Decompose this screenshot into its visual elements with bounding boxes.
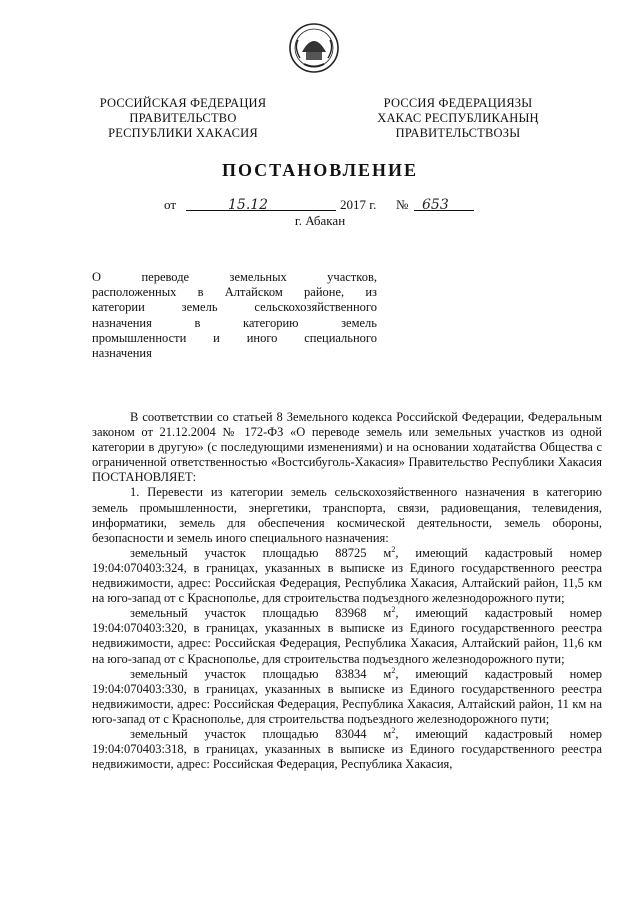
preamble-paragraph: В соответствии со статьей 8 Земельного кодекса Российской Федерации, Федеральным законом от 21.12.2004 № 172-ФЗ «О переводе земель или земельных участков из одной категории в другую» (с последующими изменениями) и на основании ходатайства Общества с ограниченной ответственностью «Востсибуголь-Хакасия» Правительство Республики Хакасия ПОСТАНОВЛЯЕТ: (92, 410, 602, 485)
document-title: ПОСТАНОВЛЕНИЕ (221, 160, 419, 180)
header-left-block (88, 96, 278, 141)
from-label: от (164, 197, 177, 212)
header-left-line: ПРАВИТЕЛЬСТВО (129, 111, 237, 125)
subject-line: назначения в категорию земель (92, 315, 377, 330)
header-right-block (360, 96, 556, 141)
plot-rest: , имеющий кадастровый номер 19:04:070403:330, в границах, указанных в выписке из Единого государственного реестра недвижимости, адрес: Российская Федерация, Республика Хакасия, Алтайский район, 11 км на юго-запад от с Краснополье, для строительства подъездного железнодорожного пути; (92, 666, 602, 726)
coat-of-arms-emblem (288, 22, 340, 74)
header-right-line: ХАКАС РЕСПУБЛИКАНЫҢ (377, 111, 539, 125)
header-left-line: РОССИЙСКАЯ ФЕДЕРАЦИЯ (99, 96, 267, 110)
city-label: г. Абакан (294, 213, 346, 228)
header-right-line: РОССИЯ ФЕДЕРАЦИЯЗЫ (383, 96, 533, 110)
scan-edge-mark (630, 808, 634, 868)
plot-lead: земельный участок площадью 88725 м (130, 545, 392, 560)
plot-rest: , имеющий кадастровый номер 19:04:070403:320, в границах, указанных в выписке из Единого государственного реестра недвижимости, адрес: Российская Федерация, Республика Хакасия, Алтайский район, 11,6 км на юго-запад от с Краснополье, для строительства подъездного железнодорожного пути; (92, 606, 602, 666)
subject-line: промышленности и иного специального (92, 330, 377, 345)
plot-rest: , имеющий кадастровый номер 19:04:070403:324, в границах, указанных в выписке из Единого государственного реестра недвижимости, адрес: Российская Федерация, Республика Хакасия, Алтайский район, 11,5 км на юго-запад от с Краснополье, для строительства подъездного железнодорожного пути; (92, 545, 602, 606)
land-plot-paragraph (92, 667, 602, 727)
plot-lead: земельный участок площадью 83968 м (130, 606, 392, 621)
handwritten-number: 653 (422, 197, 449, 213)
document-body (92, 410, 602, 772)
superscript: 2 (391, 665, 396, 675)
land-plot-paragraph (92, 546, 602, 606)
plot-rest: , имеющий кадастровый номер 19:04:070403:318, в границах, указанных в выписке из Единого государственного реестра недвижимости, адрес: Российская Федерация, Республика Хакасия, (92, 726, 602, 772)
subject-line: категории земель сельскохозяйственного (92, 300, 377, 315)
subject-line: расположенных в Алтайском районе, из (92, 285, 377, 300)
header-right-line: ПРАВИТЕЛЬСТВОЗЫ (395, 126, 521, 140)
clause-1-paragraph: 1. Перевести из категории земель сельскохозяйственного назначения в категорию земель промышленности, энергетики, транспорта, связи, радиовещания, телевидения, информатики, земель для обеспечения космической деятельности, земель обороны, безопасности и земель иного специального назначения: (92, 485, 602, 545)
subject-line: назначения (92, 346, 152, 361)
land-plot-paragraph (92, 606, 602, 666)
date-number-line (164, 196, 504, 214)
handwritten-date: 15.12 (228, 197, 269, 213)
header-left-line: РЕСПУБЛИКИ ХАКАСИЯ (108, 126, 258, 140)
plot-lead: земельный участок площадью 83834 м (130, 666, 392, 681)
year-label: 2017 г. (340, 197, 377, 212)
number-label: № (396, 197, 409, 212)
superscript: 2 (391, 605, 396, 615)
superscript: 2 (391, 544, 396, 554)
land-plot-paragraph (92, 727, 602, 772)
plot-lead: земельный участок площадью 83044 м (130, 726, 392, 741)
superscript: 2 (391, 725, 396, 735)
subject-line: О переводе земельных участков, (92, 270, 377, 284)
subject-block (92, 270, 377, 361)
